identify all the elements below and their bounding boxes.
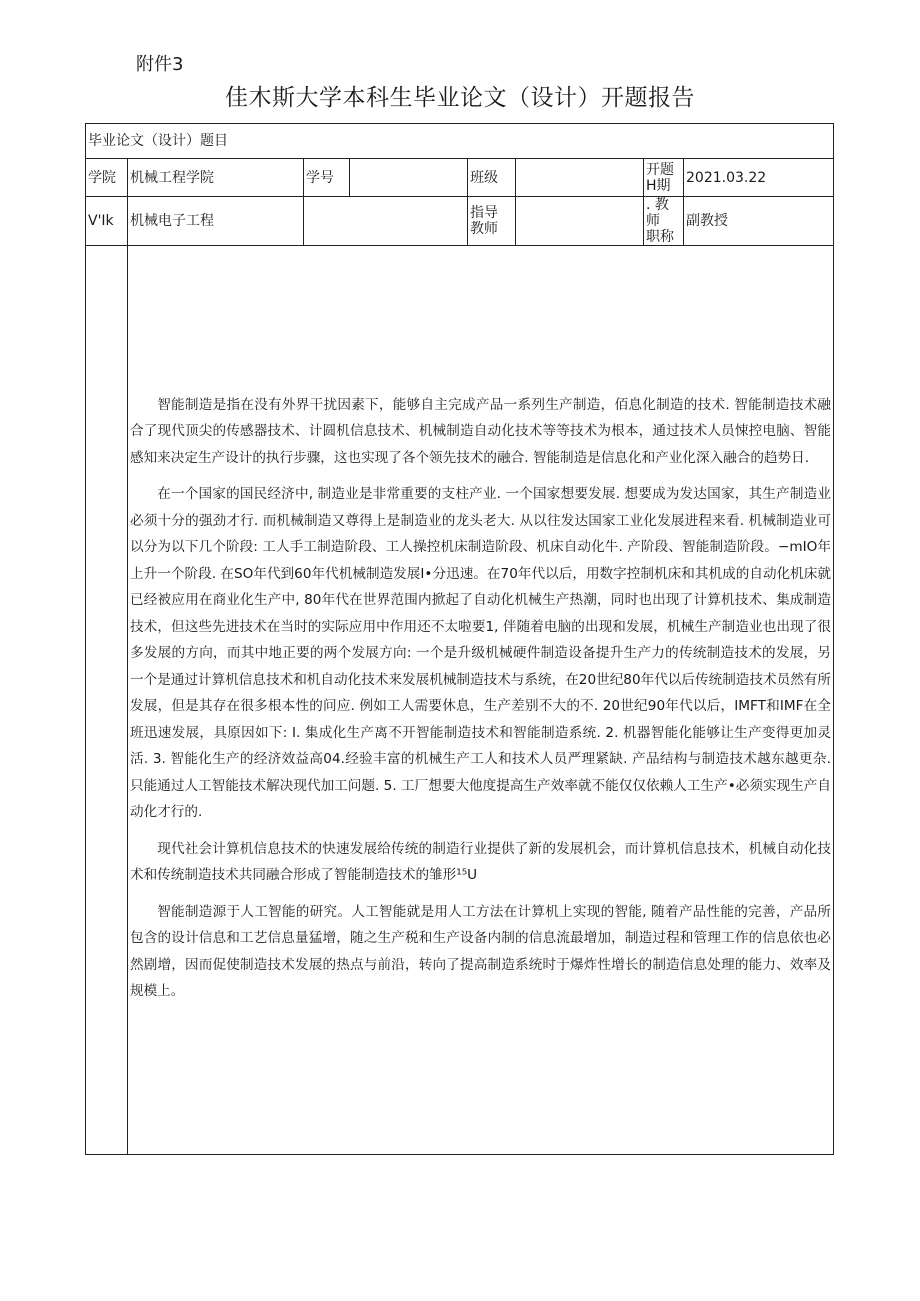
major-row xyxy=(86,197,834,246)
date-label-cell xyxy=(644,159,684,197)
body-text xyxy=(130,386,831,1005)
student-id-label: 学号 xyxy=(304,159,350,197)
proposal-form-table xyxy=(85,123,834,1155)
date-label-line1: 开题 xyxy=(646,161,674,178)
body-paragraph-1: 智能制造是指在没有外界干扰因素下，能够自主完成产品一系列生产制造，佰息化制造的技术. 智能制造技术融合了现代顶尖的传感器技术、计圆机信息技术、机械制造自动化技术等等技术为根本，通过技术人员悚控电脑、智能感知来决定生产设计的执行步骤，这也实现了各个领先技术的融合. 智能制造是信息化和产业化深入融合的趋势日. xyxy=(130,396,831,466)
title-value: 副教授 xyxy=(684,197,834,246)
advisor-label-cell xyxy=(468,197,516,246)
title-label-cell xyxy=(644,197,684,246)
body-content-cell xyxy=(128,246,834,1155)
title-label-line2: 职称 xyxy=(646,229,674,245)
title-label-line1: . 教师 xyxy=(646,197,669,229)
page-title: 佳木斯大学本科生毕业论文（设计）开题报告 xyxy=(225,85,695,111)
topic-cell xyxy=(86,124,834,159)
college-label: 学院 xyxy=(86,159,128,197)
major-label: V'Ik xyxy=(86,197,128,246)
college-row xyxy=(86,159,834,197)
date-label-line2: H期 xyxy=(646,177,671,194)
class-label: 班级 xyxy=(468,159,516,197)
class-value xyxy=(516,159,644,197)
advisor-label-line1: 指导 xyxy=(470,205,498,221)
body-paragraph-3: 现代社会计算机信息技术的快速发展给传统的制造行业提供了新的发展机会，而计算机信息技术，机械自动化技术和传统制造技术共同融合形成了智能制造技术的雏形¹⁵U xyxy=(130,840,831,883)
major-extra xyxy=(304,197,468,246)
student-id-value xyxy=(350,159,468,197)
body-paragraph-2: 在一个国家的国民经济中, 制造业是非常重要的支柱产业. 一个国家想要发展. 想要成为发达国家，其生产制造业必须十分的强劲才行. 而机械制造又尊得上是制造业的龙头老大. 从以往发达国家工业化发展进程来看. 机械制造业可以分为以下几个阶段: 工人手工制造阶段、工人操控机床制造阶段、机床自动化牛. 产阶段、智能制造阶段。−mIO年上升一个阶段. 在SO年代到60年代机械制造发展I•分迅速。在70年代以后，用数字控制机床和其机成的自动化机床就已经被应用在商业化生产中, 80年代在世界范围内掀起了自动化机械生产热潮，同时也出现了计算机技术、集成制造技术，但这些先进技术在当时的实际应用中作用还不太啦要1, 伴随着电脑的出现和发展，机械生产制造业也出现了很多发展的方向，而其中地正要的两个发展方向: 一个是升级机械硬件制造设备提升生产力的传统制造技术的发展，另一个是通过计算机信息技术和机自动化技术来发展机械制造技术与系统，在20世纪80年代以后传统制造技术员然有所发展，但是其存在很多根本性的问应. 例如工人需要休息，生产差别不大的不. 20世纪90年代以后，IMFT和IMF在全班迅速发展，具原因如下: I. 集成化生产离不开智能制造技术和智能制造系统. 2. 机器智能化能够让生产变得更加灵活. 3. 智能化生产的经济效益高04.经验丰富的机械生产工人和技术人员严理紧缺. 产品结构与制造技术越东越更杂. 只能通过人工智能技术解决现代加工问题. 5. 工厂想要大他度提高生产效率就不能仅仅依赖人工生产•必须实现生产自动化才行的. xyxy=(130,486,831,820)
attachment-label: 附件3 xyxy=(136,54,184,75)
college-value: 机械工程学院 xyxy=(128,159,304,197)
body-row xyxy=(86,246,834,1155)
body-paragraph-4: 智能制造源于人工智能的研究。人工智能就是用人工方法在计算机上实现的智能, 随着产品性能的完善，产品所包含的设计信息和工艺信息量猛增，随之生产税和生产设备内制的信息流最增加，制造过程和管理工作的信息依也必然剧增，因而促使制造技术发展的热点与前沿，转向了提高制造系统时于爆炸性增长的制造信息处理的能力、效率及规模上。 xyxy=(130,903,831,999)
major-value: 机械电子工程 xyxy=(128,197,304,246)
topic-label: 毕业论文（设计）题目 xyxy=(88,133,228,149)
topic-row xyxy=(86,124,834,159)
advisor-value xyxy=(516,197,644,246)
body-side-cell xyxy=(86,246,128,1155)
date-value: 2021.03.22 xyxy=(684,159,834,197)
advisor-label-line2: 教师 xyxy=(470,221,498,237)
